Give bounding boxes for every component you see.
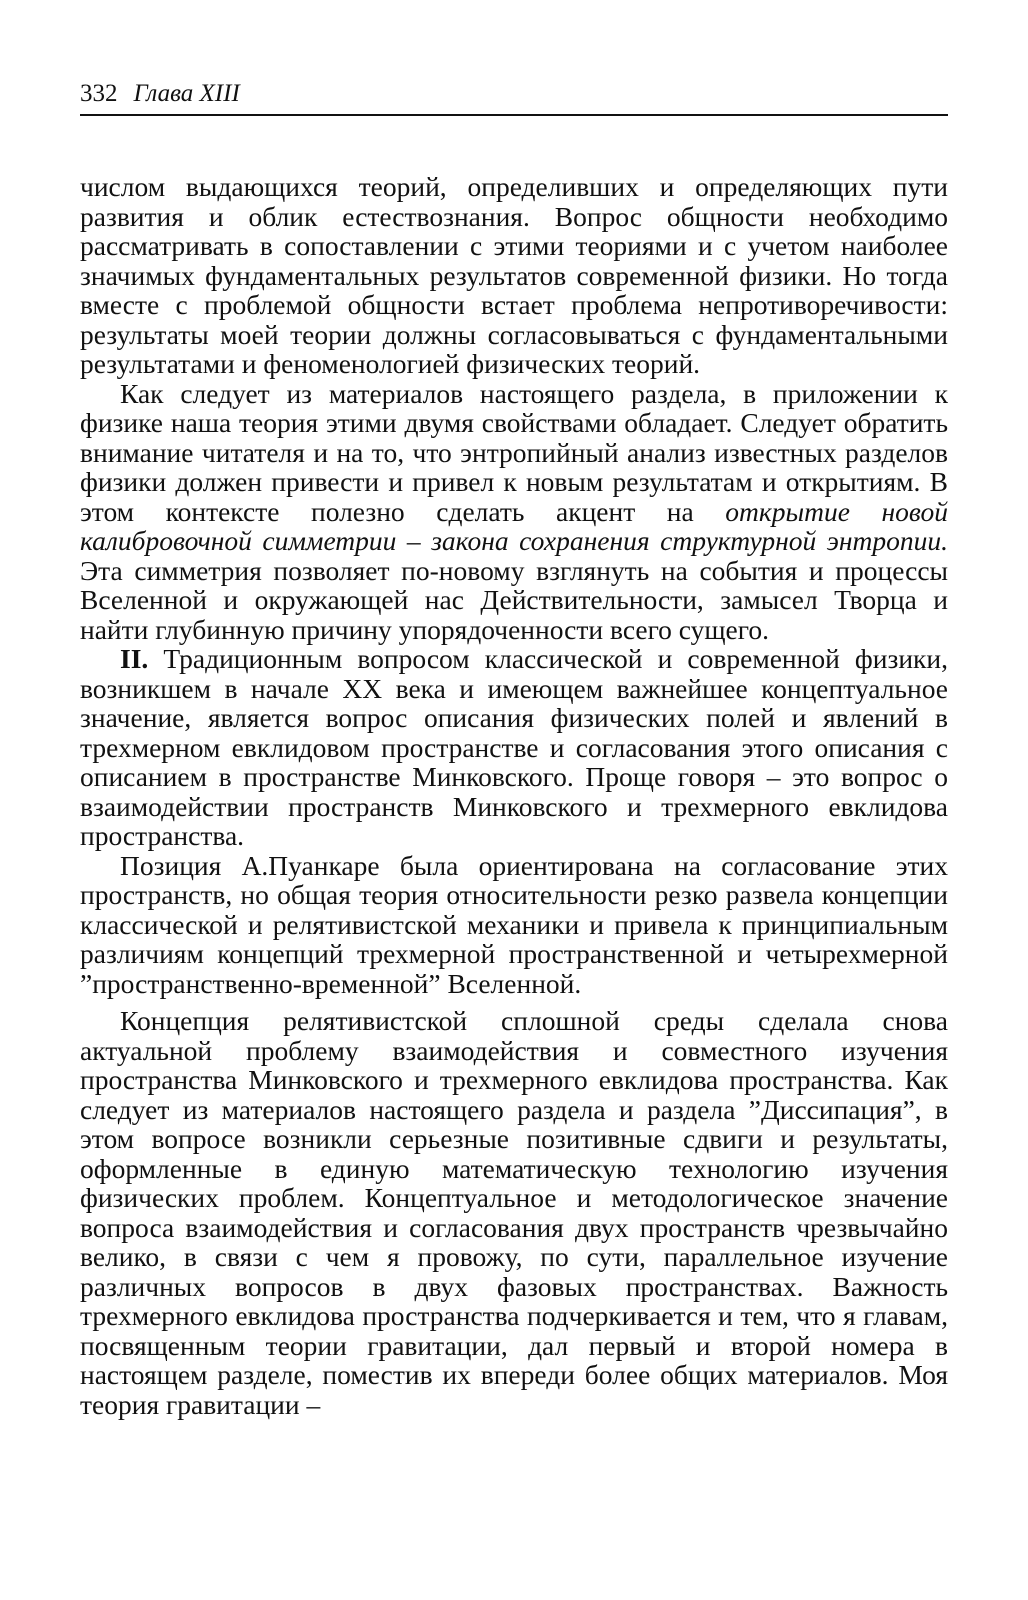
paragraph-2-text-b: Эта симметрия позволяет по-новому взглянуть на события и процессы Вселенной и окружающей нас Действительности, замысел Творца и найти глубинную причину упорядоченности всего сущего.	[80, 554, 948, 645]
running-head	[80, 78, 948, 116]
body-text	[80, 172, 948, 1419]
page-number: 332	[80, 80, 118, 107]
paragraph-2-emphasis: открытие новой калибровочной симметрии – закона сохранения структурной энтропии.	[80, 495, 948, 556]
chapter-title: Глава XIII	[133, 80, 240, 107]
paragraph-2	[80, 379, 948, 645]
paragraph-1: числом выдающихся теорий, определивших и определяющих пути развития и облик естествознания. Вопрос общности необходимо рассматривать в сопоставлении с этими теориями и с учетом наиболее значимых фундаментальных результатов современной физики. Но тогда вместе с проблемой общности встает проблема непротиворечивости: результаты моей теории должны согласовываться с фундаментальными результатами и феноменологией физических теорий.	[80, 171, 948, 379]
paragraph-4: Позиция А.Пуанкаре была ориентирована на согласование этих пространств, но общая теория относительности резко развела концепции классической и релятивистской механики и привела к принципиальным различиям концепций трехмерной пространственной и четырехмерной ”пространственно-временной” Вселенной.	[80, 849, 948, 999]
book-page	[80, 78, 948, 1419]
section-number: II.	[120, 643, 149, 674]
paragraph-3-text: Традиционным вопросом классической и современной физики, возникшем в начале XX века и имеющем важнейшее концептуальное значение, является вопрос описания физических полей и явлений в трехмерном евклидовом пространстве и согласования этого описания с описанием в пространстве Минковского. Проще говоря – это вопрос о взаимодействии пространств Минковского и трехмерного евклидова пространства.	[80, 643, 948, 851]
paragraph-3	[80, 644, 948, 851]
paragraph-5: Концепция релятивистской сплошной среды сделала снова актуальной проблему взаимодействия и совместного изучения пространства Минковского и трехмерного евклидова пространства. Как следует из материалов настоящего раздела и раздела ”Диссипация”, в этом вопросе возникли серьезные позитивные сдвиги и результаты, оформленные в единую математическую технологию изучения физических проблем. Концептуальное и методологическое значение вопроса взаимодействия и согласования двух пространств чрезвычайно велико, в связи с чем я провожу, по сути, параллельное изучение различных вопросов в двух фазовых пространствах. Важность трехмерного евклидова пространства подчеркивается и тем, что я главам, посвященным теории гравитации, дал первый и второй номера в настоящем разделе, поместив их впереди более общих материалов. Моя теория гравитации –	[80, 1005, 948, 1420]
paragraph-2-text-a: Как следует из материалов настоящего раздела, в приложении к физике наша теория этими двумя свойствами обладает. Следует обратить внимание читателя и на то, что энтропийный анализ известных разделов физики должен привести и привел к новым результатам и открытиям. В этом контексте полезно сделать акцент на	[80, 377, 948, 527]
